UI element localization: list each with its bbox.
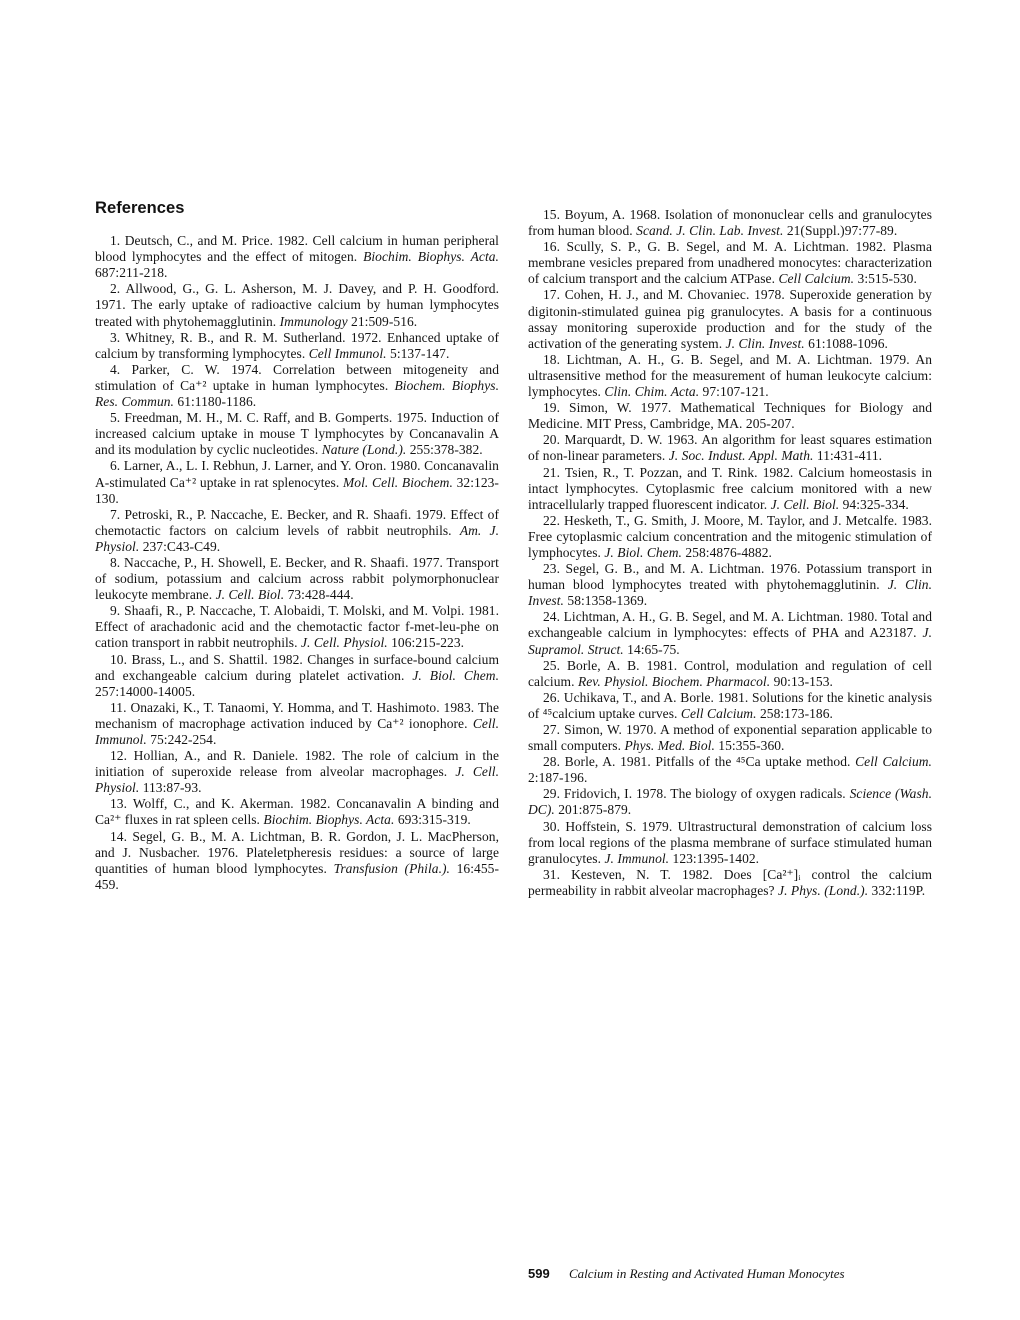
reference-text: 27. Simon, W. 1970. A method of exponential separation applicable to small computers. xyxy=(528,722,932,754)
journal-name: Immunology xyxy=(279,313,348,329)
reference-text: 17. Cohen, H. J., and M. Chovaniec. 1978. Superoxide generation by digitonin-stimulated guinea pig granulocytes. A basis for a continuous assay monitoring superoxide production and for the study of the activation of the generating system. xyxy=(528,287,932,351)
reference-text: 21:509-516. xyxy=(347,313,418,329)
reference-text: 94:325-334. xyxy=(839,496,909,512)
reference-text: 258:4876-4882. xyxy=(681,544,772,560)
reference-item xyxy=(95,507,499,555)
reference-item xyxy=(528,786,932,818)
reference-text: 25. Borle, A. B. 1981. Control, modulation and regulation of cell calcium. xyxy=(528,657,932,689)
reference-text: 201:875-879. xyxy=(554,802,632,818)
journal-name: Nature (Lond.). xyxy=(321,442,407,458)
reference-text: 13. Wolff, C., and K. Akerman. 1982. Concanavalin A binding and Ca²⁺ fluxes in rat spleen cells. xyxy=(95,796,499,828)
journal-name: Cell Calcium. xyxy=(855,754,932,770)
reference-text: 19. Simon, W. 1977. Mathematical Techniques for Biology and Medicine. MIT Press, Cambridge, MA. 205-207. xyxy=(528,400,932,432)
reference-item xyxy=(528,207,932,239)
journal-name: Biochem. Biophys. Res. Commun. xyxy=(95,377,499,410)
reference-text: 90:13-153. xyxy=(770,673,833,689)
reference-text: 687:211-218. xyxy=(95,265,168,281)
reference-item xyxy=(528,754,932,786)
reference-item xyxy=(528,352,932,400)
reference-text: 14. Segel, G. B., M. A. Lichtman, B. R. Gordon, J. L. MacPherson, and J. Nusbacher. 1976. Plateletpheresis residues: a source of large quantities of human blood lymphocytes. xyxy=(95,828,499,876)
reference-text: 1. Deutsch, C., and M. Price. 1982. Cell calcium in human peripheral blood lymphocytes and the effect of mitogen. xyxy=(95,233,499,265)
reference-text: 97:107-121. xyxy=(699,384,769,400)
reference-list-right xyxy=(528,207,932,899)
reference-item xyxy=(528,239,932,287)
reference-text: 10. Brass, L., and S. Shattil. 1982. Changes in surface-bound calcium and exchangeable calcium during platelet activation. xyxy=(95,651,499,683)
page-number: 599 xyxy=(528,1266,550,1281)
reference-text: 16. Scully, S. P., G. B. Segel, and M. A. Lichtman. 1982. Plasma membrane vesicles prepared from unadhered monocytes: characterization of calcium transport and the calcium ATPase. xyxy=(528,239,932,287)
reference-item xyxy=(528,287,932,351)
reference-text: 16:455-459. xyxy=(95,860,499,892)
reference-text: 3. Whitney, R. B., and R. M. Sutherland. 1972. Enhanced uptake of calcium by transforming lymphocytes. xyxy=(95,329,499,361)
journal-name: J. Clin. Invest. xyxy=(528,577,933,609)
reference-text: 15. Boyum, A. 1968. Isolation of mononuclear cells and granulocytes from human blood. xyxy=(528,207,932,239)
reference-text: 14:65-75. xyxy=(623,641,680,657)
reference-text: 24. Lichtman, A. H., G. B. Segel, and M. A. Lichtman. 1980. Total and exchangeable calcium in lymphocytes: effects of PHA and A23187. xyxy=(528,609,932,641)
reference-item xyxy=(528,465,932,513)
reference-item xyxy=(95,362,499,410)
reference-text: 21. Tsien, R., T. Pozzan, and T. Rink. 1982. Calcium homeostasis in intact lymphocytes. Cytoplasmic free calcium monitored with a new intracellularly trapped fluorescent indicator. xyxy=(528,464,932,512)
reference-item xyxy=(528,690,932,722)
reference-text: 20. Marquardt, D. W. 1963. An algorithm for least squares estimation of non-linear parameters. xyxy=(528,432,932,464)
journal-name: Transfusion (Phila.). xyxy=(333,860,450,876)
journal-name: J. Biol. Chem. xyxy=(412,667,500,683)
reference-item xyxy=(95,829,499,893)
reference-item xyxy=(95,233,499,281)
reference-text: 6. Larner, A., L. I. Rebhun, J. Larner, and Y. Oron. 1980. Concanavalin A-stimulated Ca⁺² uptake in rat splenocytes. xyxy=(95,458,499,490)
reference-text: 8. Naccache, P., H. Showell, E. Becker, and R. Shaafi. 1977. Transport of sodium, potassium and calcium across rabbit polymorphonuclear leukocyte membrane. xyxy=(95,554,499,603)
reference-text: 257:14000-14005. xyxy=(95,683,196,699)
reference-text: 113:87-93. xyxy=(139,780,202,796)
reference-text: 22. Hesketh, T., G. Smith, J. Moore, M. Taylor, and J. Metcalfe. 1983. Free cytoplasmic calcium concentration and the mitogenic stimulation of lymphocytes. xyxy=(528,512,932,560)
reference-item xyxy=(528,513,932,561)
reference-text: 255:378-382. xyxy=(406,442,483,458)
journal-name: Biochim. Biophys. Acta. xyxy=(363,249,499,265)
reference-item xyxy=(95,748,499,796)
reference-text: 30. Hoffstein, S. 1979. Ultrastructural demonstration of calcium loss from local regions of the plasma membrane of surface stimulated human granulocytes. xyxy=(528,818,932,866)
reference-item xyxy=(528,400,932,432)
journal-name: Cell Calcium. xyxy=(778,271,855,287)
reference-item xyxy=(528,658,932,690)
reference-item xyxy=(528,432,932,464)
journal-name: J. Immunol. xyxy=(604,850,670,866)
reference-text: 15:355-360. xyxy=(714,738,785,754)
page-footer xyxy=(528,1266,845,1282)
reference-text: 106:215-223. xyxy=(387,635,465,651)
journal-name: J. Cell. Physiol. xyxy=(95,764,499,796)
reference-text: 9. Shaafi, R., P. Naccache, T. Alobaidi, T. Molski, and M. Volpi. 1981. Effect of arachadonic acid and the chemotactic factor f-met-leu-phe on cation transport in rabbit neutrophils. xyxy=(95,603,499,651)
journal-name: Biochim. Biophys. Acta. xyxy=(263,812,395,828)
reference-text: 7. Petroski, R., P. Naccache, E. Becker, and R. Shaafi. 1979. Effect of chemotactic factors on calcium levels of rabbit neutrophils. xyxy=(95,506,499,538)
reference-item xyxy=(95,330,499,362)
journal-name: J. Supramol. Struct. xyxy=(528,625,932,657)
references-heading: References xyxy=(95,199,185,217)
reference-text: 31. Kesteven, N. T. 1982. Does [Ca²⁺]ᵢ control the calcium permeability in rabbit alveolar macrophages? xyxy=(528,866,932,898)
reference-text: 18. Lichtman, A. H., G. B. Segel, and M. A. Lichtman. 1979. An ultrasensitive method for the measurement of human leukocyte calcium: lymphocytes. xyxy=(528,351,932,400)
reference-text: 11. Onazaki, K., T. Tanaomi, Y. Homma, and T. Hashimoto. 1983. The mechanism of macrophage activation induced by Ca⁺² ionophore. xyxy=(95,699,499,731)
journal-name: Science (Wash. DC). xyxy=(528,786,932,818)
journal-name: J. Cell. Physiol. xyxy=(300,635,388,651)
reference-text: 12. Hollian, A., and R. Daniele. 1982. The role of calcium in the initiation of superoxide release from alveolar macrophages. xyxy=(95,748,499,780)
reference-text: 29. Fridovich, I. 1978. The biology of oxygen radicals. xyxy=(543,786,850,802)
reference-text: 258:173-186. xyxy=(756,705,833,721)
reference-item xyxy=(95,458,499,506)
reference-item xyxy=(95,281,499,329)
reference-item xyxy=(528,867,932,899)
references-column-right xyxy=(528,207,932,899)
journal-name: Mol. Cell. Biochem. xyxy=(343,474,453,490)
reference-text: 58:1358-1369. xyxy=(563,593,648,609)
reference-text: 61:1180-1186. xyxy=(173,394,257,410)
reference-text: 5:137-147. xyxy=(386,345,450,361)
journal-name: Cell Immunol. xyxy=(308,345,387,361)
reference-text: 75:242-254. xyxy=(146,732,217,747)
reference-item xyxy=(95,555,499,603)
reference-item xyxy=(95,410,499,458)
journal-name: Cell. Immunol. xyxy=(95,715,499,747)
reference-text: 26. Uchikava, T., and A. Borle. 1981. Solutions for the kinetic analysis of ⁴⁵calcium uptake curves. xyxy=(528,689,932,721)
reference-text: 237:C43-C49. xyxy=(139,538,221,554)
journal-name: J. Biol. Chem. xyxy=(604,544,682,560)
reference-text: 32:123-130. xyxy=(95,474,499,506)
references-column-left xyxy=(95,200,499,893)
journal-name: J. Phys. (Lond.). xyxy=(778,882,869,898)
reference-item xyxy=(95,652,499,700)
journal-name: J. Soc. Indust. Appl. Math. xyxy=(668,448,814,464)
journal-name: Cell Calcium. xyxy=(680,705,757,721)
running-title: Calcium in Resting and Activated Human Monocytes xyxy=(568,1266,845,1281)
reference-text: 3:515-530. xyxy=(854,271,917,287)
reference-item xyxy=(528,561,932,609)
reference-text: 4. Parker, C. W. 1974. Correlation between mitogeneity and stimulation of Ca⁺² uptake in human lymphocytes. xyxy=(95,361,499,393)
reference-list-left xyxy=(95,233,499,893)
journal-name: Scand. J. Clin. Lab. Invest. xyxy=(636,223,784,239)
reference-text: 2:187-196. xyxy=(528,770,588,786)
journal-name: Phys. Med. Biol. xyxy=(624,738,715,754)
journal-name: Am. J. Physiol. xyxy=(95,522,500,554)
journal-name: J. Cell. Biol. xyxy=(215,587,285,603)
journal-name: J. Cell. Biol. xyxy=(770,496,840,512)
reference-text: 5. Freedman, M. H., M. C. Raff, and B. Gomperts. 1975. Induction of increased calcium uptake in mouse T lymphocytes by Concanavalin A and its modulation by cyclic nucleotides. xyxy=(95,410,499,458)
reference-text: 23. Segel, G. B., and M. A. Lichtman. 1976. Potassium transport in human blood lymphocytes treated with phytohemagglutinin. xyxy=(528,561,932,593)
reference-item xyxy=(528,722,932,754)
reference-item xyxy=(528,609,932,657)
reference-text: 61:1088-1096. xyxy=(804,335,888,351)
reference-item xyxy=(95,796,499,828)
reference-text: 332:119P. xyxy=(868,882,926,898)
reference-text: 73:428-444. xyxy=(284,587,354,603)
reference-text: 21(Suppl.)97:77-89. xyxy=(783,223,898,239)
journal-name: Rev. Physiol. Biochem. Pharmacol. xyxy=(577,673,771,689)
reference-text: 123:1395-1402. xyxy=(669,850,760,866)
reference-text: 28. Borle, A. 1981. Pitfalls of the ⁴⁵Ca uptake method. xyxy=(543,754,856,770)
journal-name: Clin. Chim. Acta. xyxy=(604,384,700,400)
reference-text: 2. Allwood, G., G. L. Asherson, M. J. Davey, and P. H. Goodford. 1971. The early uptake of radioactive calcium by human lymphocytes treated with phytohemagglutinin. xyxy=(95,281,499,329)
reference-item xyxy=(95,603,499,651)
journal-name: J. Clin. Invest. xyxy=(725,335,805,351)
reference-item xyxy=(95,700,499,748)
reference-item xyxy=(528,819,932,867)
reference-text: 693:315-319. xyxy=(394,812,471,828)
reference-text: 11:431-411. xyxy=(813,448,883,464)
